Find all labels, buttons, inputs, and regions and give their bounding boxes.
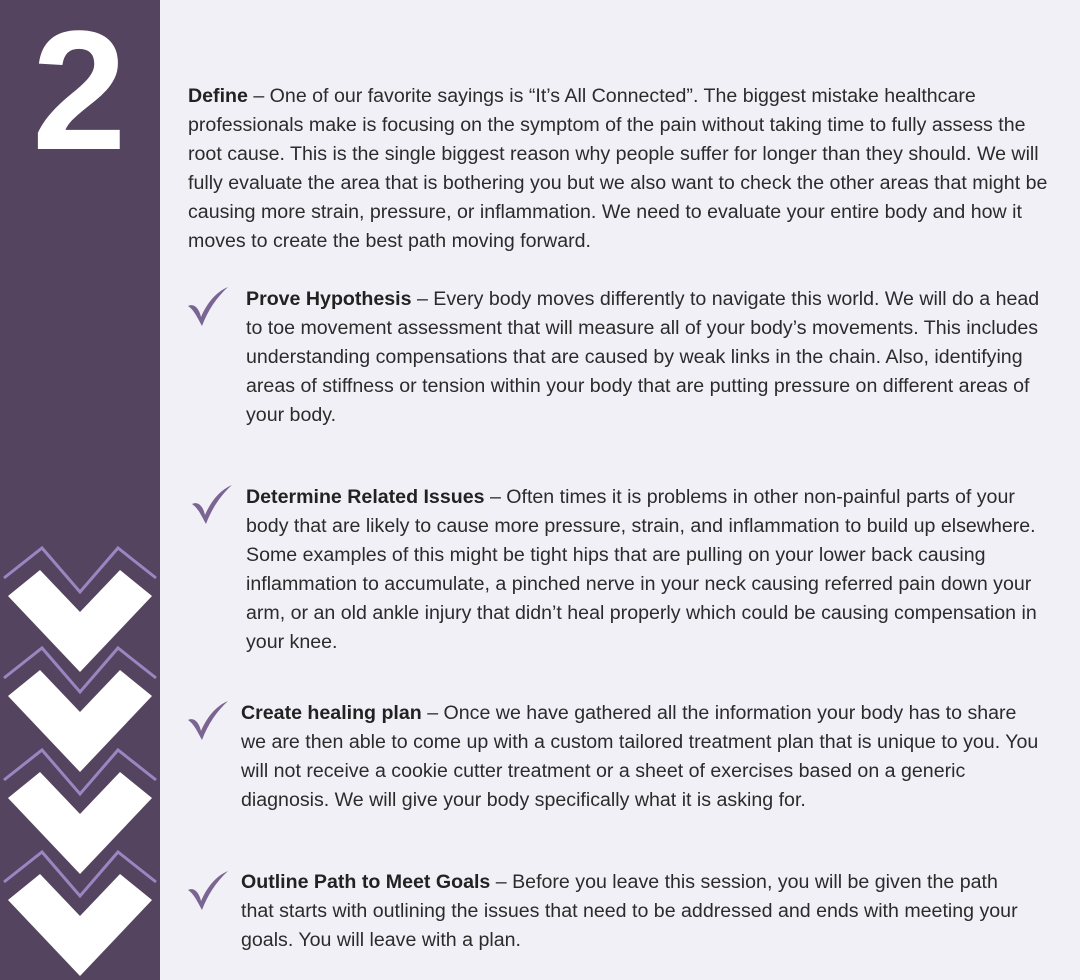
list-item-title: Outline Path to Meet Goals: [241, 871, 491, 893]
check-icon: [186, 700, 230, 742]
check-icon: [186, 870, 230, 912]
define-text: – One of our favorite sayings is “It’s All Connected”. The biggest mistake healthcare professionals make is focusing on the symptom of the pain without taking time to fully assess the root cause. This is the single biggest reason why people suffer for longer than they should. We will fully evaluate the area that is bothering you but we also want to check the other areas that might be causing more strain, pressure, or inflammation. We need to evaluate your entire body and how it moves to create the best path moving forward.: [188, 85, 1048, 252]
list-item-text: – Before you leave this session, you will be given the path that starts with outlining the issues that need to be addressed and ends with meeting your goals. You will leave with a plan.: [241, 871, 1018, 951]
list-item-title: Determine Related Issues: [246, 486, 485, 508]
list-item-title: Prove Hypothesis: [246, 288, 412, 310]
check-icon: [190, 484, 234, 526]
check-icon: [186, 286, 230, 328]
list-item-create-healing-plan: [241, 699, 1046, 815]
step-number: 2: [32, 0, 127, 186]
list-item-title: Create healing plan: [241, 702, 422, 724]
list-item-text: – Every body moves differently to navigate this world. We will do a head to toe movement assessment that will measure all of your body’s movements. This includes understanding compensations that are caused by weak links in the chain. Also, identifying areas of stiffness or tension within your body that are putting pressure on different areas of your body.: [246, 288, 1040, 426]
define-paragraph: [188, 82, 1048, 256]
list-item-text: – Once we have gathered all the information your body has to share we are then able to come up with a custom tailored treatment plan that is unique to you. You will not receive a cookie cutter treatment or a sheet of exercises based on a generic diagnosis. We will give your body specifically what it is asking for.: [241, 702, 1039, 811]
define-title: Define: [188, 85, 248, 107]
list-item-determine-related-issues: [246, 483, 1046, 657]
list-item-text: – Often times it is problems in other non-painful parts of your body that are likely to cause more pressure, strain, and inflammation to build up elsewhere. Some examples of this might be tight hips that are pulling on your lower back causing inflammation to accumulate, a pinched nerve in your neck causing referred pain down your arm, or an old ankle injury that didn’t heal properly which could be causing compensation in your knee.: [246, 486, 1037, 653]
list-item-prove-hypothesis: [246, 285, 1046, 430]
list-item-outline-path: [241, 868, 1031, 955]
